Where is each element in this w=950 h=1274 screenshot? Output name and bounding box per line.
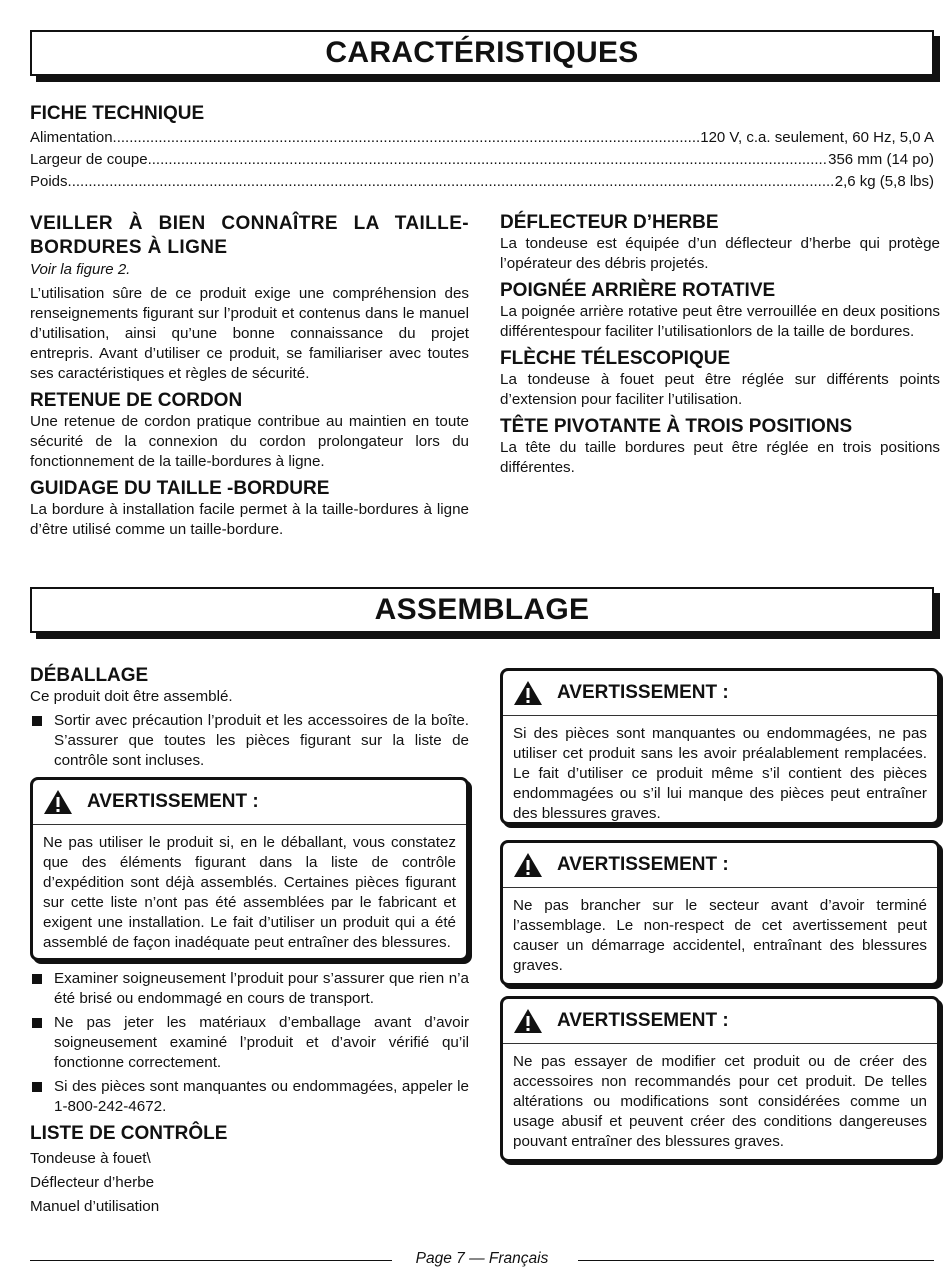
square-bullet-icon xyxy=(32,1082,42,1092)
list-item: Si des pièces sont manquantes ou endommagées, appeler le 1-800-242-4672. xyxy=(30,1077,469,1117)
warning-triangle-icon xyxy=(513,1008,543,1034)
retenue-text: Une retenue de cordon pratique contribue au maintien en toute sécurité de la connexion du cordon prolongateur lors du fonctionnement de la taille-bordures à ligne. xyxy=(30,413,469,470)
guidage-text: La bordure à installation facile permet à la taille-bordures à ligne d’être utilisé comme un taille-bordure. xyxy=(30,501,469,538)
warning-text: Ne pas essayer de modifier cet produit ou de créer des accessoires non recommandés pour cet produit. De telles altérations ou modifications sont considérées comme un usage abusif et peuvent créer des conditions dangereuses pouvant entraîner des blessures graves. xyxy=(513,1053,927,1150)
section-title: CARACTÉRISTIQUES xyxy=(325,36,639,69)
checklist-item: Tondeuse à fouet\ xyxy=(30,1150,151,1167)
warning-box xyxy=(500,840,940,986)
veiller-title: VEILLER À BIEN CONNAÎTRE LA TAILLE-BORDURES À LIGNE xyxy=(30,213,469,258)
fiche-technique xyxy=(30,103,934,195)
section-banner-caracteristiques xyxy=(30,30,934,76)
warning-triangle-icon xyxy=(513,852,543,878)
section-title: ASSEMBLAGE xyxy=(374,593,590,626)
warning-header xyxy=(513,999,927,1043)
warning-title: AVERTISSEMENT : xyxy=(557,682,729,703)
page-footer xyxy=(30,1248,934,1270)
veiller-text: L’utilisation sûre de ce produit exige une compréhension des renseignements figurant sur l’produit et contenus dans le manuel d’utilisation, ainsi qu’une bonne connaissance du projet entrepris. Avant d’utiliser ce produit, se familiariser avec toutes ses caractéristiques et règles de sécurité. xyxy=(30,285,469,382)
warning-triangle-icon xyxy=(43,789,73,815)
poignee-text: La poignée arrière rotative peut être verrouillée en deux positions différentespour faciliter l’utilisationlors de la taille de bordures. xyxy=(500,303,940,340)
checklist-item: Manuel d’utilisation xyxy=(30,1198,160,1215)
guidage-title: GUIDAGE DU TAILLE -BORDURE xyxy=(30,478,330,499)
right-column-features xyxy=(500,212,940,478)
warning-triangle-icon xyxy=(513,680,543,706)
left-column-features xyxy=(30,212,469,540)
section-banner-assemblage xyxy=(30,587,934,633)
liste-title: LISTE DE CONTRÔLE xyxy=(30,1123,228,1144)
deballage-intro: Ce produit doit être assemblé. xyxy=(30,688,233,705)
warning-header xyxy=(513,843,927,887)
fleche-text: La tondeuse à fouet peut être réglée sur différents points d’extension pour faciliter l’utilisation. xyxy=(500,371,940,408)
spec-row: Largeur de coupe ..... 356 mm (14 po) xyxy=(30,151,934,173)
fleche-title: FLÈCHE TÉLESCOPIQUE xyxy=(500,348,731,369)
list-item: Ne pas jeter les matériaux d’emballage avant d’avoir soigneusement examiné l’produit et d’avoir vérifié qu’il fonctionne correctement. xyxy=(30,1013,469,1073)
checklist-item: Déflecteur d’herbe xyxy=(30,1174,155,1191)
list-item: Examiner soigneusement l’produit pour s’assurer que rien n’a été brisé ou endommagé en cours de transport. xyxy=(30,969,469,1009)
list-item: Sortir avec précaution l’produit et les accessoires de la boîte. S’assurer que toutes les pièces figurant sur la liste de contrôle sont incluses. xyxy=(30,711,469,771)
square-bullet-icon xyxy=(32,974,42,984)
warning-title: AVERTISSEMENT : xyxy=(557,1010,729,1031)
deflecteur-text: La tondeuse est équipée d’un déflecteur d’herbe qui protège l’opérateur des débris projetés. xyxy=(500,235,940,272)
tete-text: La tête du taille bordures peut être réglée en trois positions différentes. xyxy=(500,439,940,476)
warning-text: Ne pas brancher sur le secteur avant d’avoir terminé l’assemblage. Le non-respect de cet avertissement peut causer un démarrage accidentel, entraînant des blessures graves. xyxy=(513,897,927,974)
poignee-title: POIGNÉE ARRIÈRE ROTATIVE xyxy=(500,280,776,301)
figure-ref: Voir la figure 2. xyxy=(30,261,131,278)
square-bullet-icon xyxy=(32,1018,42,1028)
spec-row: Alimentation ..... 120 V, c.a. seulement, 60 Hz, 5,0 A xyxy=(30,129,934,151)
square-bullet-icon xyxy=(32,716,42,726)
tete-title: TÊTE PIVOTANTE À TROIS POSITIONS xyxy=(500,416,853,437)
warning-title: AVERTISSEMENT : xyxy=(557,854,729,875)
deballage-bullets xyxy=(30,965,469,1219)
warning-header xyxy=(43,780,456,824)
fiche-title: FICHE TECHNIQUE xyxy=(30,103,205,124)
warning-title: AVERTISSEMENT : xyxy=(87,791,259,812)
deballage-section xyxy=(30,665,469,775)
warning-header xyxy=(513,671,927,715)
deflecteur-title: DÉFLECTEUR D’HERBE xyxy=(500,212,719,233)
warning-box xyxy=(30,777,469,961)
page-number: Page 7 — Français xyxy=(415,1250,549,1267)
retenue-title: RETENUE DE CORDON xyxy=(30,390,243,411)
warning-text: Si des pièces sont manquantes ou endommagées, ne pas utiliser cet produit sans les avoir préalablement remplacées. Le fait d’utiliser ce produit même s’il contient des pièces endommagées ou s’il lui manque des pièces peut entraîner des blessures graves. xyxy=(513,725,927,822)
warning-box xyxy=(500,996,940,1162)
warning-text: Ne pas utiliser le produit si, en le déballant, vous constatez que des éléments figurant dans la liste de contrôle d’expédition sont déjà assemblés. Certaines pièces figurant sur cette liste n’ont pas été assemblées par le fabricant et exigent une installation. Le fait d’utiliser un produit qui a été assemblé de façon inadéquate peut entraîner des blessures. xyxy=(43,834,456,951)
warning-box xyxy=(500,668,940,825)
deballage-title: DÉBALLAGE xyxy=(30,665,149,686)
spec-row: Poids ..... 2,6 kg (5,8 lbs) xyxy=(30,173,934,195)
